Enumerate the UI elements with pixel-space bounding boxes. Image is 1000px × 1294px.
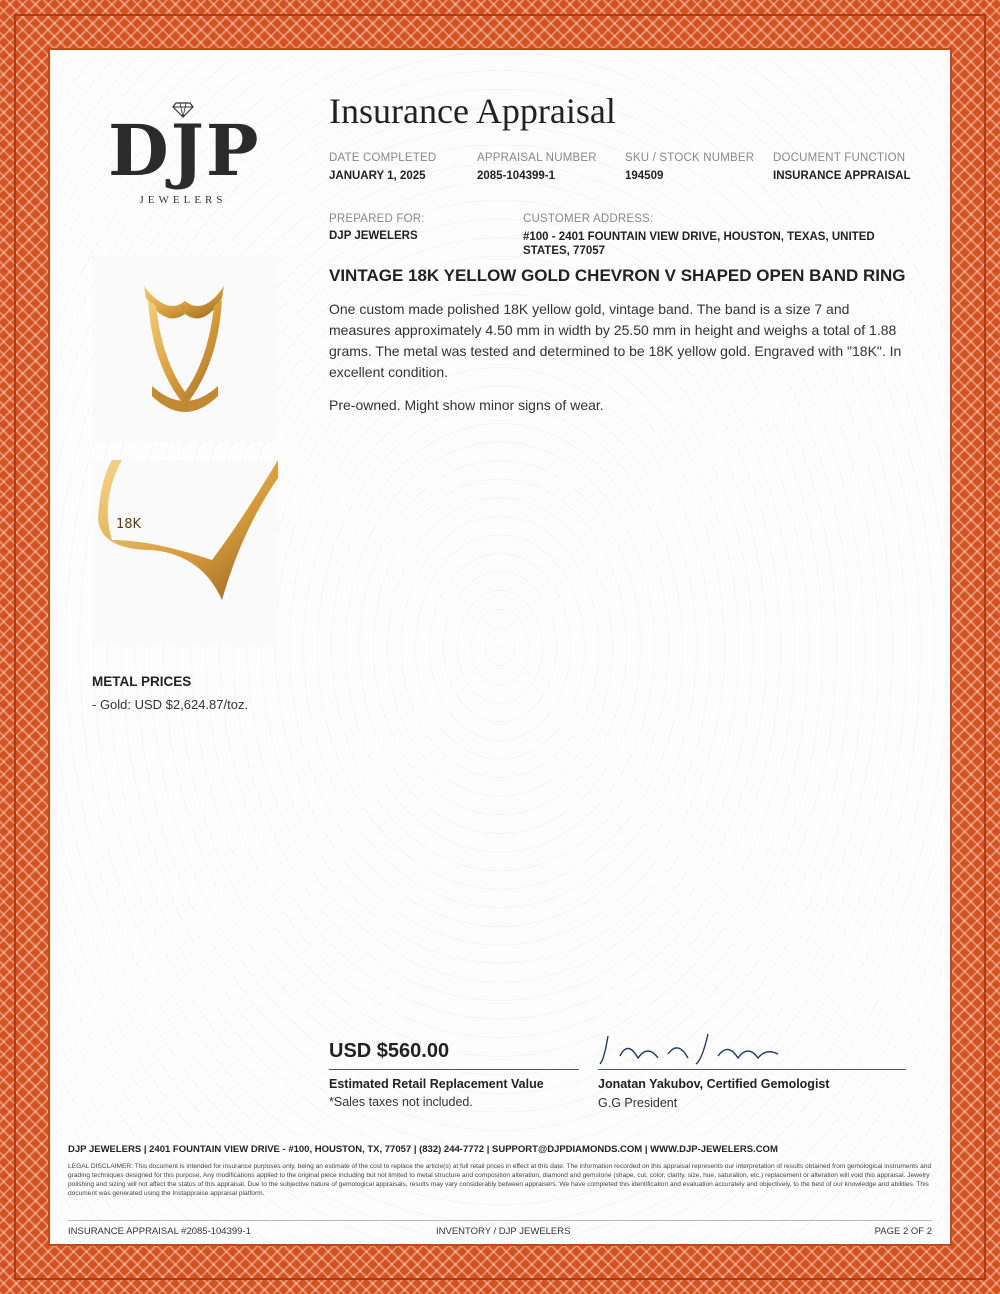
ring-detail-image [92,460,278,646]
footer-contact: DJP JEWELERS | 2401 FOUNTAIN VIEW DRIVE - #100, HOUSTON, TX, 77057 | (832) 244-7772 | SUPPORT@DJPDIAMONDS.COM | WWW.DJP-JEWELERS.COM [68,1144,778,1155]
prepared-for-label: PREPARED FOR: [329,213,425,225]
page-number: PAGE 2 OF 2 [874,1226,932,1237]
metal-prices-heading: METAL PRICES [92,674,192,689]
footer-appraisal-id: INSURANCE APPRAISAL #2085-104399-1 [68,1226,251,1237]
ring-photo-front [92,256,278,442]
engraving-mark: 18K [116,517,142,532]
footer-inventory: INVENTORY / DJP JEWELERS [436,1226,571,1237]
footer-rule [68,1220,932,1221]
metal-price-gold: - Gold: USD $2,624.87/toz. [92,697,249,712]
appraised-value: USD $560.00 [329,1040,450,1062]
meta-label-appraisal-number: APPRAISAL NUMBER [477,152,597,164]
logo-subtitle: JEWELERS [139,194,227,206]
value-label: Estimated Retail Replacement Value [329,1077,544,1091]
djp-logo [108,102,261,212]
document-title: Insurance Appraisal [329,91,616,131]
meta-label-date: DATE COMPLETED [329,152,437,164]
item-condition-note: Pre-owned. Might show minor signs of wear. [329,397,604,413]
signature-stroke [598,1030,798,1070]
meta-label-sku: SKU / STOCK NUMBER [625,152,755,164]
tax-note: *Sales taxes not included. [329,1095,473,1109]
item-heading: VINTAGE 18K YELLOW GOLD CHEVRON V SHAPED OPEN BAND RING [329,266,906,285]
ring-photo-detail [92,460,278,646]
meta-value-appraisal-number: 2085-104399-1 [477,170,556,182]
meta-label-document-function: DOCUMENT FUNCTION [773,152,906,164]
meta-value-document-function: INSURANCE APPRAISAL [773,170,911,182]
signer-title: G.G President [598,1096,678,1110]
value-rule [329,1069,579,1070]
prepared-for-value: DJP JEWELERS [329,230,418,242]
meta-value-date: JANUARY 1, 2025 [329,170,426,182]
ring-front-image [92,256,278,442]
customer-address-label: CUSTOMER ADDRESS: [523,213,654,225]
customer-address-value: #100 - 2401 FOUNTAIN VIEW DRIVE, HOUSTON, TEXAS, UNITED STATES, 77057 [523,231,875,257]
certificate-inner-panel [48,48,952,1246]
item-description: One custom made polished 18K yellow gold, vintage band. The band is a size 7 and measures approximately 4.50 mm in width by 25.50 mm in height and weighs a total of 1.88 grams. The metal was tested and determined to be 18K yellow gold. Engraved with "18K". In excellent condition. [329,301,902,380]
signer-name: Jonatan Yakubov, Certified Gemologist [598,1077,830,1091]
legal-disclaimer: LEGAL DISCLAIMER: This document is intended for insurance purposes only, being an estimate of the cost to replace the article(s) at full retail prices in effect at this date. The information recorded on this appraisal represents our interpretation of results obtained from gemological instruments and grading techniques designed for this purpose. Any modifications applied to the original piece including but not limited to metal structure and composition alteration, diamond and gemstone (shape, cut, color, clarity, size, hue, saturation, etc.) replacement or alteration will void this appraisal. Jewelry polishing and sizing will not affect the status of this appraisal. Due to the subjective nature of gemological appraisals, results may vary considerably between appraisers. We have completed this identification and evaluation accurately and objectively, to the best of our knowledge and abilities. This document was generated using the Instappraise appraisal platform. [68,1163,932,1197]
signature-rule [598,1069,906,1070]
logo-letters: DJP [108,109,261,192]
meta-value-sku: 194509 [625,170,664,182]
